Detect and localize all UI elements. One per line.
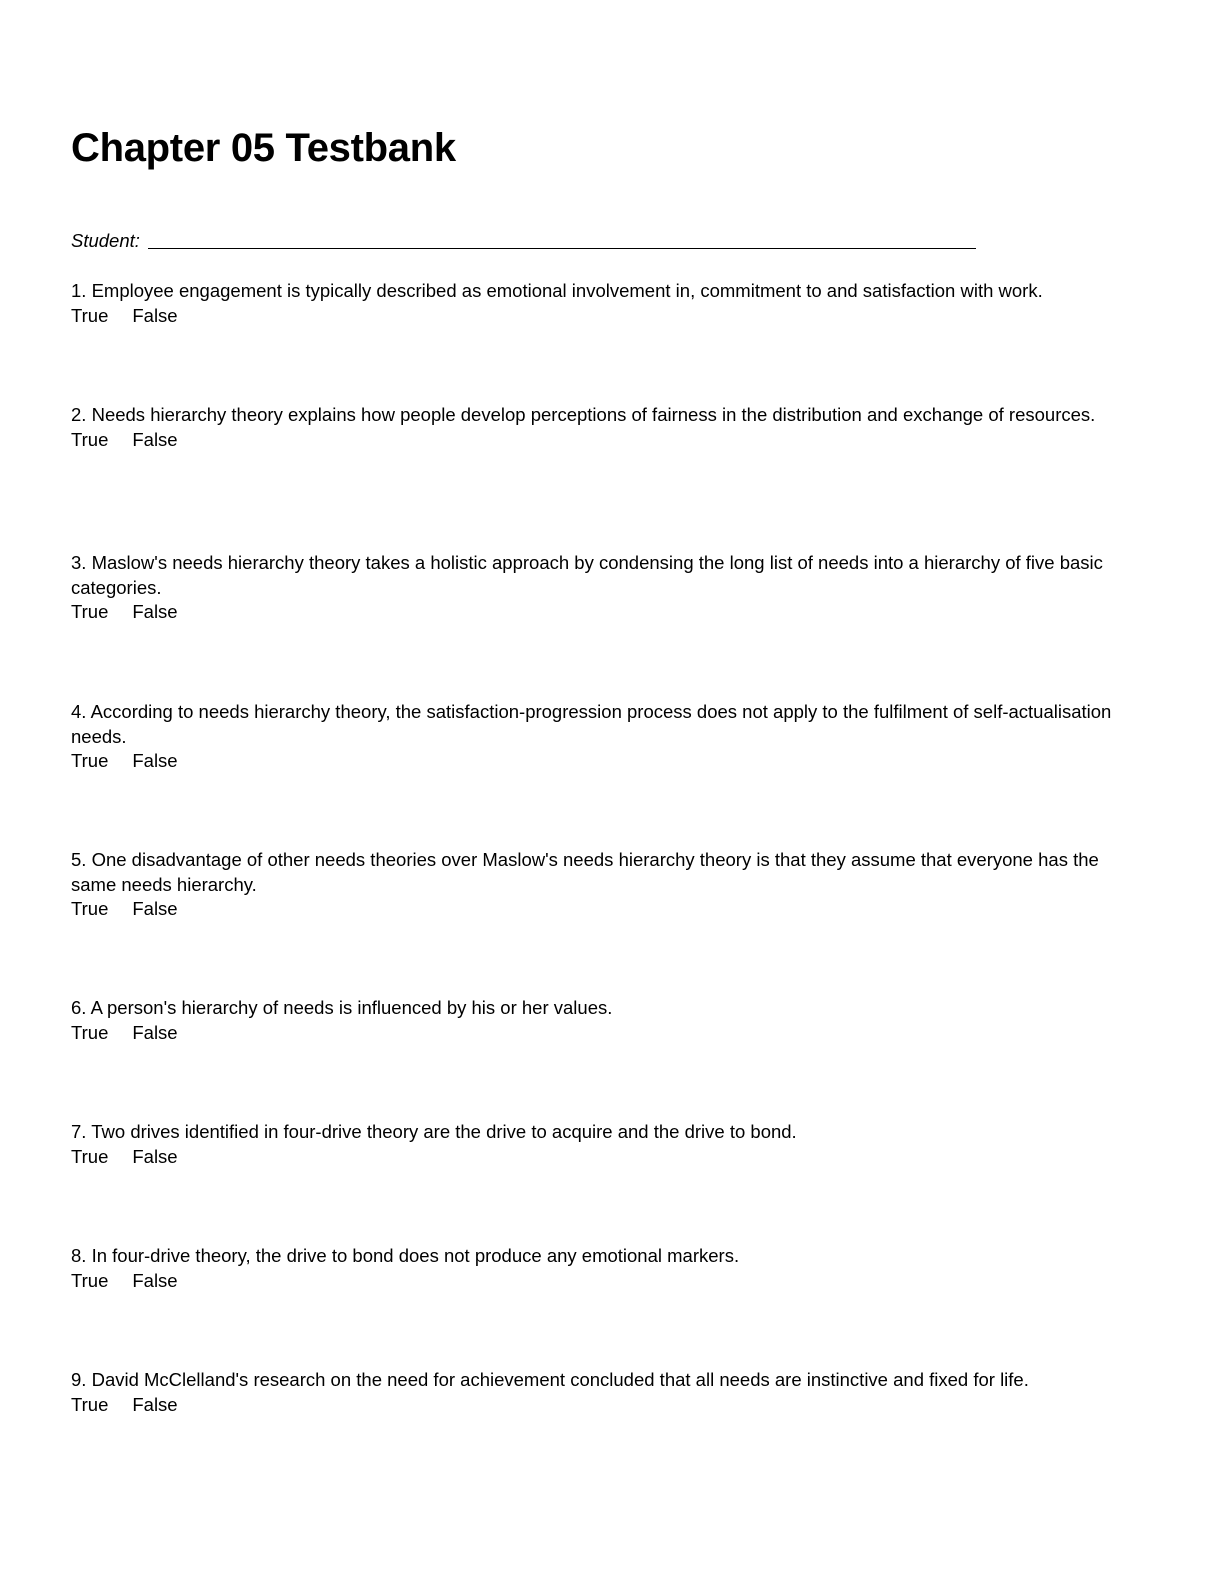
page-title: Chapter 05 Testbank [71,126,456,170]
answer-true[interactable]: True [71,428,109,450]
question-text [71,848,1146,897]
answer-true[interactable]: True [71,750,109,771]
question-text [71,1244,1146,1269]
question-text [71,1368,1146,1393]
question-9 [71,1368,1146,1417]
question-text [71,551,1146,600]
answer-false[interactable]: False [132,1021,178,1043]
answer-options [71,428,1146,453]
answer-options [71,749,1146,774]
answer-true[interactable]: True [71,1021,109,1043]
answer-true[interactable]: True [71,1145,109,1167]
answer-false[interactable]: False [132,601,178,622]
answer-options [71,897,1146,922]
question-7 [71,1120,1146,1169]
question-2 [71,403,1146,452]
question-text [71,1120,1146,1145]
answer-true[interactable]: True [71,1393,109,1415]
student-label: Student: [71,230,140,251]
answer-true[interactable]: True [71,1269,109,1291]
question-number: 7. [71,1121,87,1142]
question-number: 4. [71,701,87,722]
answer-true[interactable]: True [71,601,109,622]
question-body: Employee engagement is typically described as emotional involvement in, commitment to and satisfaction with work. [91,280,1043,301]
student-name-line[interactable] [148,248,976,249]
question-4 [71,700,1146,774]
answer-false[interactable]: False [132,898,178,919]
question-number: 1. [71,280,87,301]
question-5 [71,848,1146,922]
question-text [71,279,1146,304]
question-number: 8. [71,1245,87,1266]
question-body: One disadvantage of other needs theories over Maslow's needs hierarchy theory is that they assume that everyone has the same needs hierarchy. [71,849,1099,895]
question-body: According to needs hierarchy theory, the satisfaction-progression process does not apply to the fulfilment of self-actualisation needs. [71,701,1112,747]
question-number: 3. [71,552,87,573]
question-body: David McClelland's research on the need for achievement concluded that all needs are instinctive and fixed for life. [91,1369,1029,1390]
question-number: 5. [71,849,87,870]
answer-true[interactable]: True [71,898,109,919]
question-8 [71,1244,1146,1293]
answer-options [71,600,1146,625]
answer-false[interactable]: False [132,1145,178,1167]
question-body: Needs hierarchy theory explains how people develop perceptions of fairness in the distribution and exchange of resources. [91,404,1096,425]
question-text [71,403,1146,428]
question-text [71,700,1146,749]
answer-options [71,1021,1146,1046]
question-1 [71,279,1146,328]
answer-false[interactable]: False [132,750,178,771]
answer-false[interactable]: False [132,304,178,326]
answer-false[interactable]: False [132,428,178,450]
answer-options [71,1393,1146,1418]
question-number: 2. [71,404,87,425]
student-name-field[interactable] [71,229,976,253]
question-6 [71,996,1146,1045]
question-body: In four-drive theory, the drive to bond does not produce any emotional markers. [91,1245,740,1266]
answer-true[interactable]: True [71,304,109,326]
question-body: Maslow's needs hierarchy theory takes a holistic approach by condensing the long list of needs into a hierarchy of five basic categories. [71,552,1103,598]
answer-false[interactable]: False [132,1269,178,1291]
question-body: A person's hierarchy of needs is influenced by his or her values. [90,997,613,1018]
question-body: Two drives identified in four-drive theory are the drive to acquire and the drive to bond. [91,1121,797,1142]
question-3 [71,551,1146,625]
answer-options [71,304,1146,329]
question-text [71,996,1146,1021]
answer-options [71,1145,1146,1170]
answer-false[interactable]: False [132,1393,178,1415]
question-number: 6. [71,997,87,1018]
answer-options [71,1269,1146,1294]
question-number: 9. [71,1369,87,1390]
